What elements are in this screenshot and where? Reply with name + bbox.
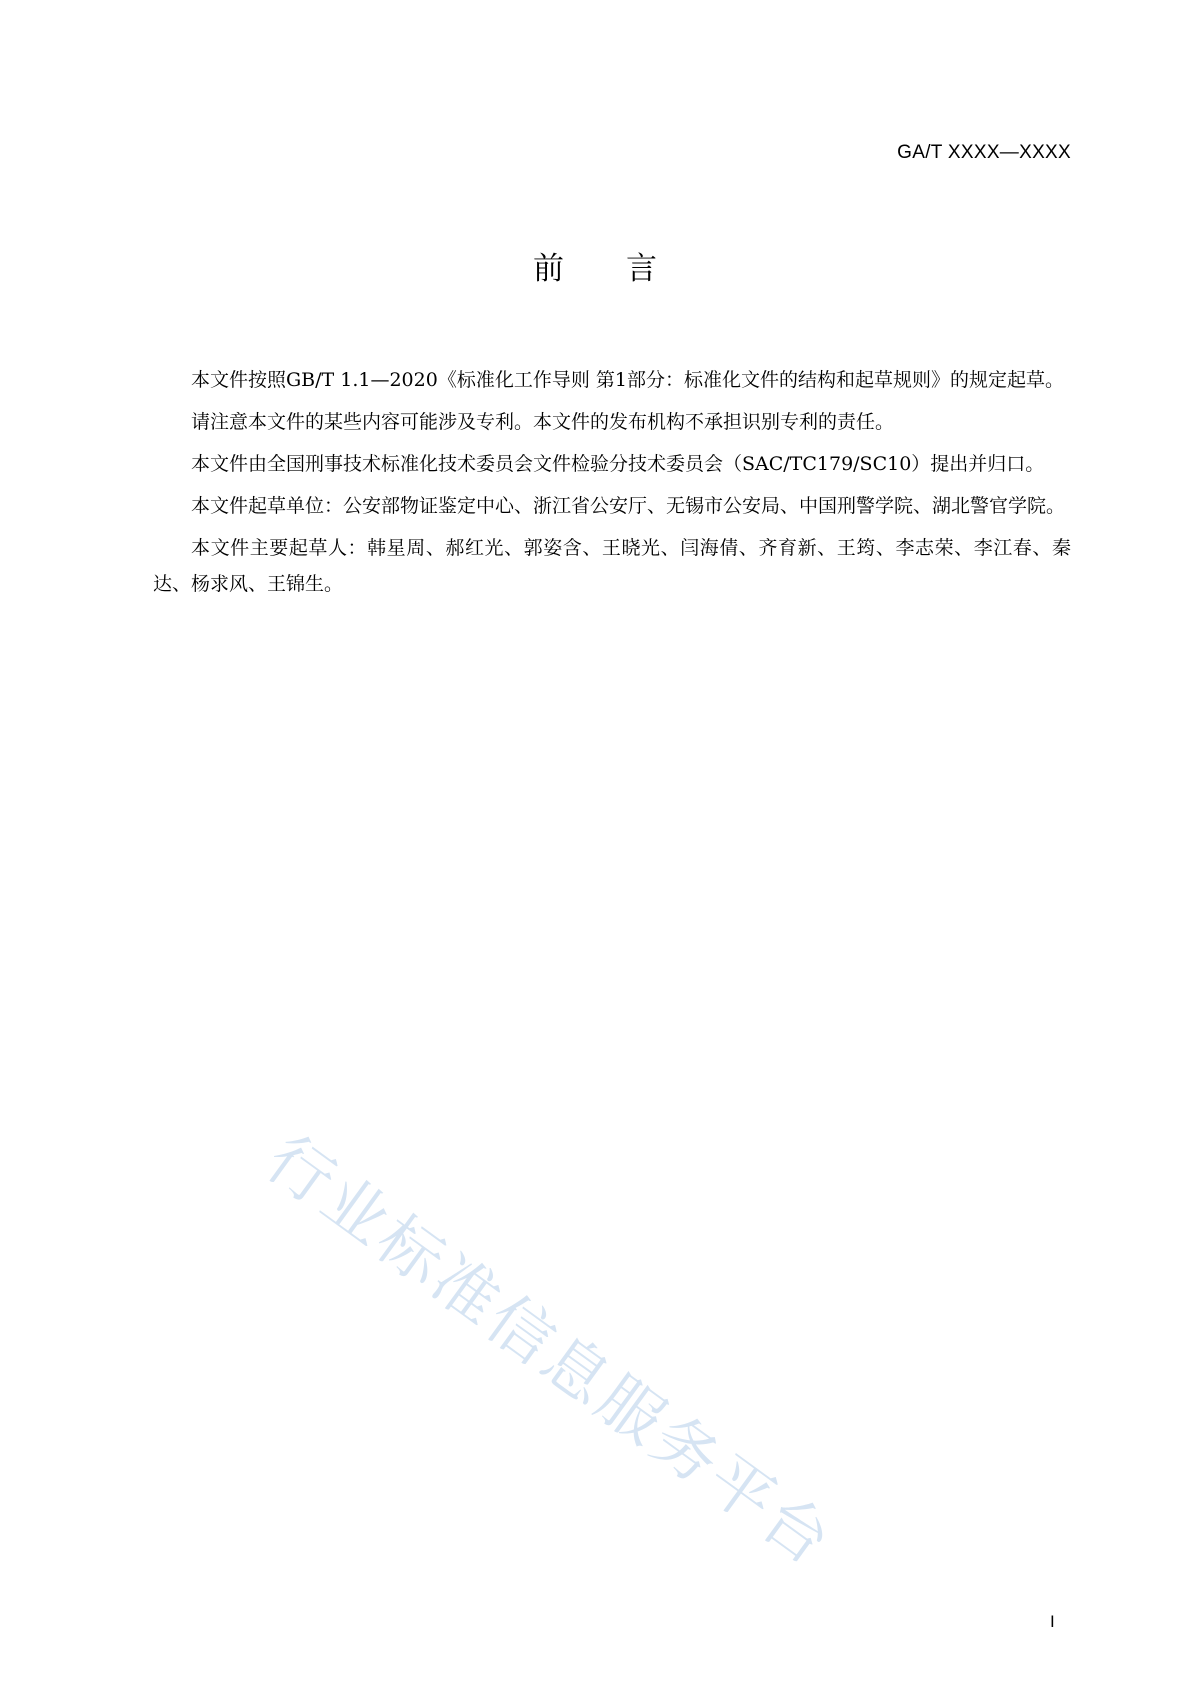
- paragraph-proposer: 本文件由全国刑事技术标准化技术委员会文件检验分技术委员会（SAC/TC179/SC10）提出并归口。: [191, 453, 1045, 475]
- paragraph-patent-notice: 请注意本文件的某些内容可能涉及专利。本文件的发布机构不承担识别专利的责任。: [191, 411, 895, 433]
- paragraph-drafting-units: 本文件起草单位：公安部物证鉴定中心、浙江省公安厅、无锡市公安局、中国刑警学院、湖北警官学院。: [191, 495, 1066, 517]
- page-number: I: [1050, 1612, 1055, 1631]
- document-code: GA/T XXXX—XXXX: [897, 142, 1071, 163]
- watermark: 行业标准信息服务平台: [252, 1122, 847, 1582]
- title-char-1: 前: [533, 251, 564, 287]
- paragraph-drafters: 本文件主要起草人：韩星周、郝红光、郭姿含、王晓光、闫海倩、齐育新、王筠、李志荣、李江春、秦达、杨求风、王锦生。: [153, 537, 1071, 595]
- paragraph-drafting-rules: 本文件按照GB/T 1.1—2020《标准化工作导则 第1部分：标准化文件的结构和起草规则》的规定起草。: [191, 369, 1064, 391]
- title-char-2: 言: [626, 251, 657, 287]
- page-title: [0, 251, 1190, 287]
- foreword-body: [153, 362, 1071, 608]
